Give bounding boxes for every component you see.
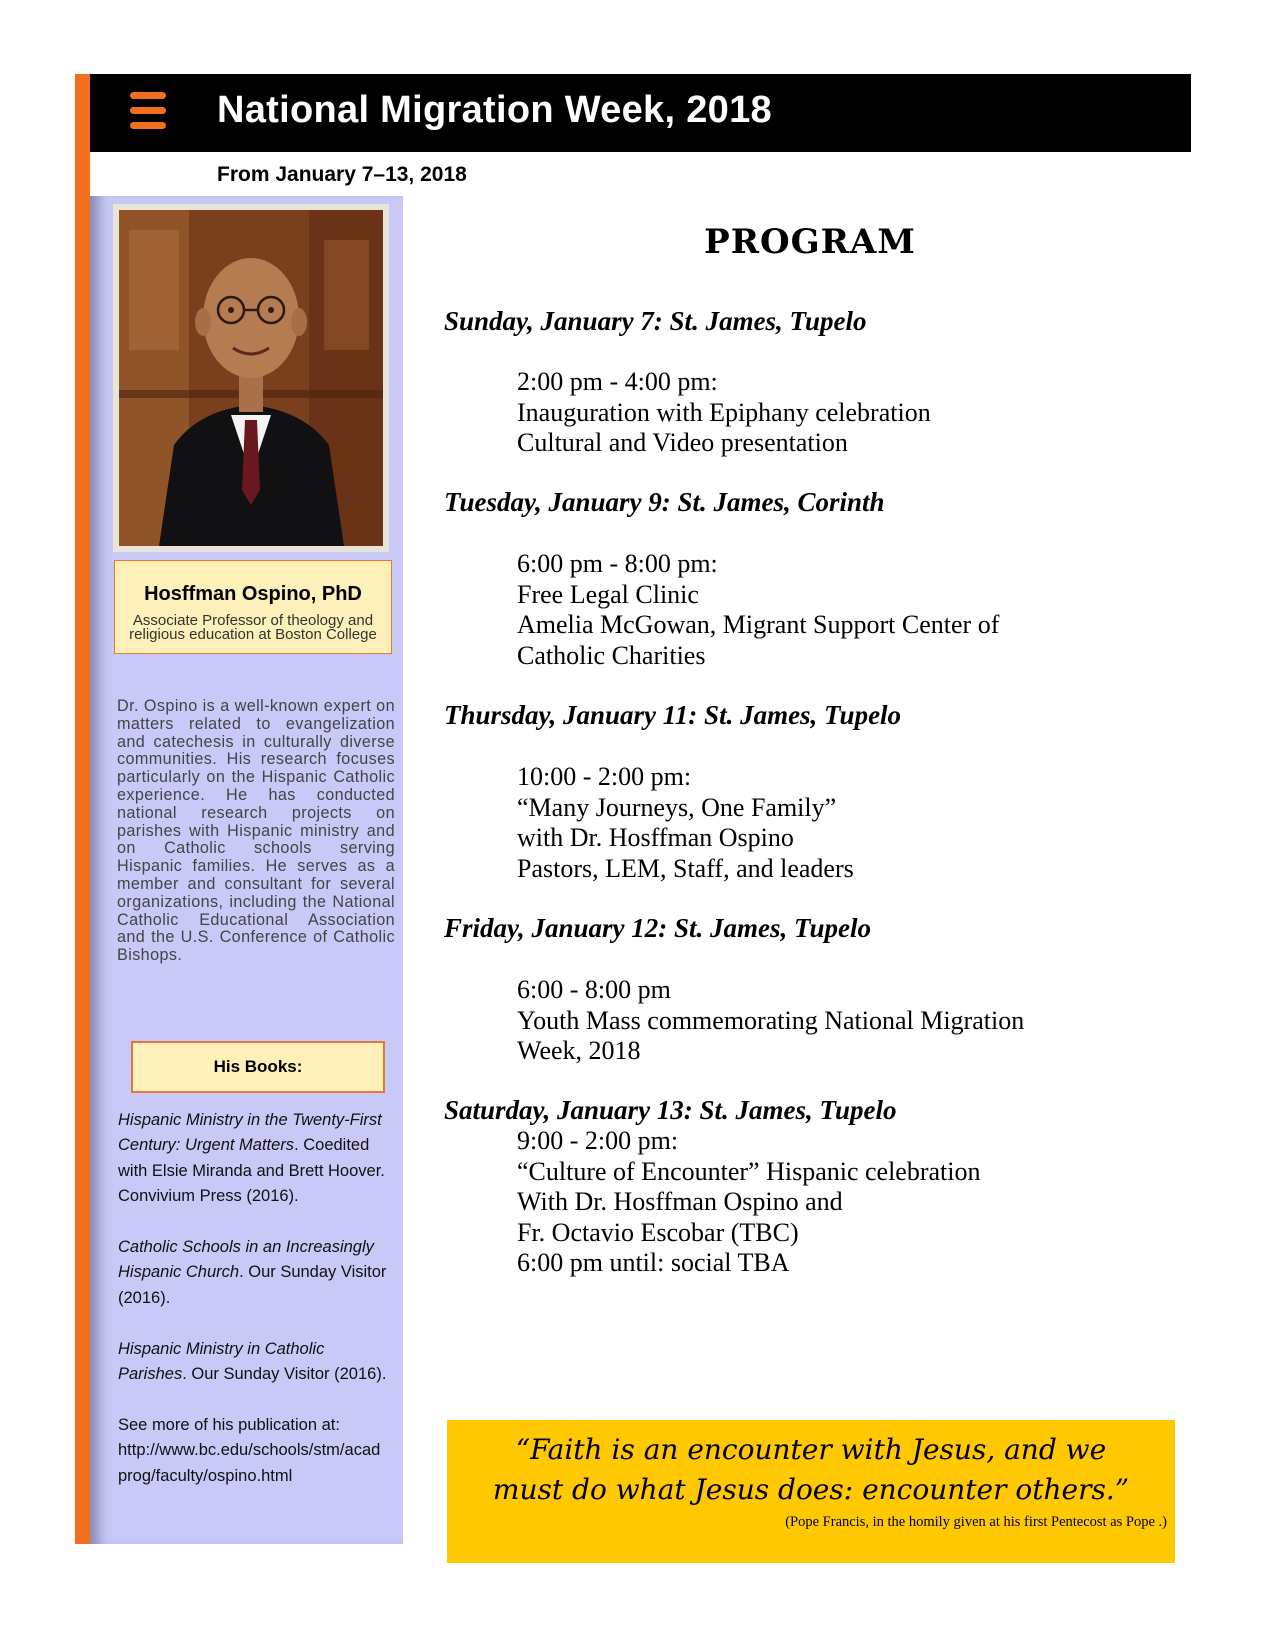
book-details: . Our Sunday Visitor (2016). xyxy=(118,1263,387,1307)
publication-link-block xyxy=(118,1413,388,1489)
day-heading: Sunday, January 7: St. James, Tupelo xyxy=(444,306,867,336)
detail-line: Youth Mass commemorating National Migration xyxy=(517,1005,1025,1035)
book-item xyxy=(118,1235,388,1311)
day-heading: Tuesday, January 9: St. James, Corinth xyxy=(444,487,885,517)
book-title: Catholic Schools in an Increasingly Hispanic Church xyxy=(118,1238,374,1282)
detail-line: with Dr. Hosffman Ospino xyxy=(517,823,794,853)
day-details xyxy=(517,762,854,884)
speaker-bio: Dr. Ospino is a well-known expert on matters related to evangelization and catechesis in culturally diverse communities. His research focuses particularly on the Hispanic Catholic experience. He has conducted national research projects on parishes with Hispanic ministry and on Catholic schools serving Hispanic families. He serves as a member and consultant for several organizations, including the National Catholic Educational Association and the U.S. Conference of Catholic Bishops. xyxy=(117,697,395,965)
detail-line: 9:00 - 2:00 pm: xyxy=(517,1126,679,1155)
book-title: Hispanic Ministry in Catholic Parishes xyxy=(118,1339,325,1384)
detail-line: 6:00 - 8:00 pm xyxy=(517,975,671,1004)
speaker-name-box xyxy=(114,560,392,654)
detail-line: 2:00 pm - 4:00 pm: xyxy=(517,367,718,396)
speaker-role: Associate Professor of theology and religious education at Boston College xyxy=(129,612,377,643)
day-heading: Thursday, January 11: St. James, Tupelo xyxy=(444,700,902,730)
book-title: Hispanic Ministry in the Twenty-First Century: Urgent Matters xyxy=(118,1111,382,1155)
speaker-photo-frame xyxy=(113,204,389,552)
detail-line: Free Legal Clinic xyxy=(517,579,699,609)
books-heading-box xyxy=(131,1041,385,1093)
speaker-portrait-image xyxy=(119,210,383,546)
date-range: From January 7–13, 2018 xyxy=(217,163,467,186)
speaker-name: Hosffman Ospino, PhD xyxy=(144,583,362,605)
quote-line: “Faith is an encounter with Jesus, and we xyxy=(515,1433,1107,1466)
detail-line: Cultural and Video presentation xyxy=(517,428,848,458)
detail-line: 6:00 pm until: social TBA xyxy=(517,1248,790,1278)
detail-line: With Dr. Hosffman Ospino and xyxy=(517,1187,843,1217)
day-heading: Saturday, January 13: St. James, Tupelo xyxy=(444,1095,897,1125)
day-details xyxy=(517,975,1024,1067)
books-heading: His Books: xyxy=(213,1057,303,1076)
detail-line: “Culture of Encounter” Hispanic celebration xyxy=(517,1156,981,1186)
header-bar xyxy=(90,74,1191,152)
speaker-photo xyxy=(119,210,383,546)
day-details xyxy=(517,367,931,459)
day-details xyxy=(517,1126,980,1279)
program-title: PROGRAM xyxy=(704,222,916,262)
book-item xyxy=(118,1337,388,1388)
publication-label: See more of his publication at: xyxy=(118,1415,340,1434)
book-details: . Coedited with Elsie Miranda and Brett Hoover. Convivium Press (2016). xyxy=(118,1136,385,1206)
books-list xyxy=(118,1108,388,1489)
quote-text xyxy=(455,1430,1167,1510)
detail-line: 6:00 pm - 8:00 pm: xyxy=(517,549,718,578)
detail-line: Amelia McGowan, Migrant Support Center of xyxy=(517,610,1000,640)
left-accent-bar xyxy=(75,74,90,1544)
quote-box xyxy=(447,1420,1175,1563)
detail-line: Catholic Charities xyxy=(517,640,706,670)
page-title: National Migration Week, 2018 xyxy=(217,89,772,131)
book-details: . Our Sunday Visitor (2016). xyxy=(182,1365,387,1384)
day-heading: Friday, January 12: St. James, Tupelo xyxy=(444,913,872,943)
detail-line: Pastors, LEM, Staff, and leaders xyxy=(517,853,854,883)
book-item xyxy=(118,1108,388,1210)
publication-url[interactable]: http://www.bc.edu/schools/stm/acadprog/faculty/ospino.html xyxy=(118,1441,381,1485)
detail-line: Inauguration with Epiphany celebration xyxy=(517,397,931,427)
detail-line: Fr. Octavio Escobar (TBC) xyxy=(517,1217,799,1247)
detail-line: “Many Journeys, One Family” xyxy=(517,792,837,822)
sidebar xyxy=(90,196,403,1544)
menu-icon[interactable] xyxy=(130,92,166,130)
detail-line: Week, 2018 xyxy=(517,1036,641,1066)
detail-line: 10:00 - 2:00 pm: xyxy=(517,762,692,791)
day-details xyxy=(517,549,999,671)
quote-source: (Pope Francis, in the homily given at his first Pentecost as Pope .) xyxy=(785,1514,1167,1530)
quote-line: must do what Jesus does: encounter others.” xyxy=(492,1473,1130,1506)
